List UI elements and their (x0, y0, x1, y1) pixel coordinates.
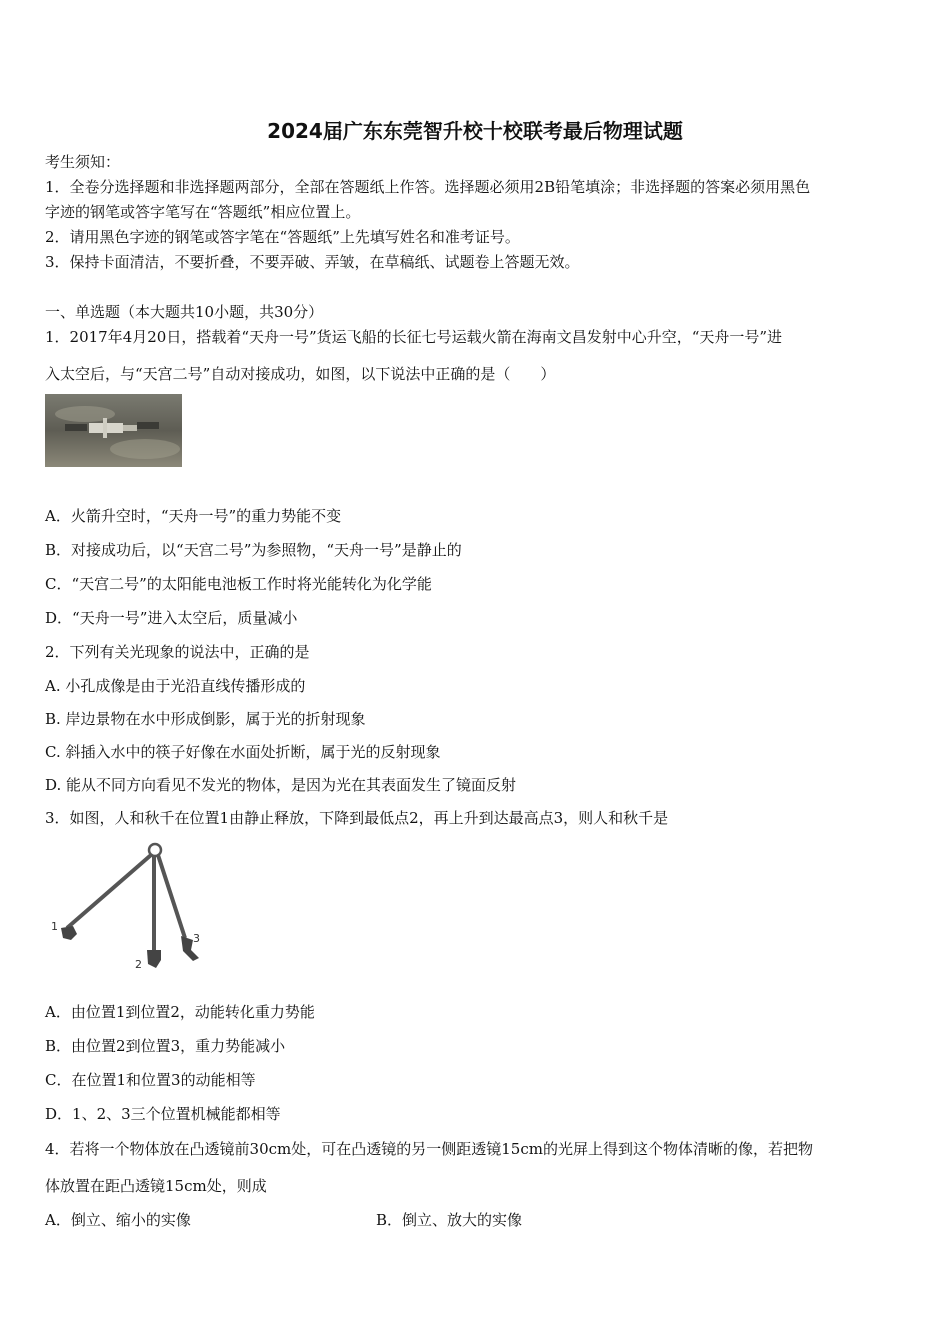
question-3-option: A．由位置1到位置2，动能转化重力势能 (45, 1003, 315, 1021)
question-1-option: B．对接成功后，以“天宫二号”为参照物，“天舟一号”是静止的 (45, 541, 462, 559)
question-3-option: D．1、2、3三个位置机械能都相等 (45, 1105, 281, 1123)
spacecraft-docking-photo (45, 394, 182, 467)
page-title: 2024届广东东莞智升校十校联考最后物理试题 (267, 119, 683, 143)
notice-heading: 考生须知： (45, 153, 121, 171)
question-2-option: A. 小孔成像是由于光沿直线传播形成的 (45, 677, 306, 695)
question-1-option: C．“天宫二号”的太阳能电池板工作时将光能转化为化学能 (45, 575, 432, 593)
question-4-stem: 体放置在距凸透镜15cm处，则成 (45, 1177, 267, 1195)
question-4-stem: 4．若将一个物体放在凸透镜前30cm处，可在凸透镜的另一侧距透镜15cm的光屏上得到这个物体清晰的像，若把物 (45, 1140, 813, 1158)
question-3-option: C．在位置1和位置3的动能相等 (45, 1071, 256, 1089)
notice-item: 3．保持卡面清洁，不要折叠，不要弄破、弄皱，在草稿纸、试题卷上答题无效。 (45, 253, 580, 271)
notice-item: 字迹的钢笔或答字笔写在“答题纸”相应位置上。 (45, 203, 361, 221)
question-1-stem: 入太空后，与“天宫二号”自动对接成功，如图，以下说法中正确的是（ ） (45, 365, 556, 383)
swing-diagram (45, 838, 215, 983)
question-2-stem: 2．下列有关光现象的说法中，正确的是 (45, 643, 310, 661)
section-heading: 一、单选题（本大题共10小题，共30分） (45, 303, 324, 321)
question-1-option: A．火箭升空时，“天舟一号”的重力势能不变 (45, 507, 342, 525)
notice-item: 1．全卷分选择题和非选择题两部分，全部在答题纸上作答。选择题必须用2B铅笔填涂；非选择题的答案必须用黑色 (45, 178, 811, 196)
question-1-stem: 1．2017年4月20日，搭载着“天舟一号”货运飞船的长征七号运载火箭在海南文昌发射中心升空，“天舟一号”进 (45, 328, 783, 346)
swing-position-label-1: 1 (51, 920, 58, 933)
swing-position-label-2: 2 (135, 958, 142, 971)
question-3-option: B．由位置2到位置3，重力势能减小 (45, 1037, 286, 1055)
question-4-option: A．倒立、缩小的实像 (45, 1211, 191, 1229)
swing-position-label-3: 3 (193, 932, 200, 945)
question-2-option: D. 能从不同方向看见不发光的物体，是因为光在其表面发生了镜面反射 (45, 776, 517, 794)
question-2-option: C. 斜插入水中的筷子好像在水面处折断，属于光的反射现象 (45, 743, 441, 761)
question-4-option: B．倒立、放大的实像 (376, 1211, 523, 1229)
question-1-option: D．“天舟一号”进入太空后，质量减小 (45, 609, 298, 627)
notice-item: 2．请用黑色字迹的钢笔或答字笔在“答题纸”上先填写姓名和准考证号。 (45, 228, 520, 246)
question-2-option: B. 岸边景物在水中形成倒影，属于光的折射现象 (45, 710, 366, 728)
question-3-stem: 3．如图，人和秋千在位置1由静止释放，下降到最低点2，再上升到达最高点3，则人和秋千是 (45, 809, 669, 827)
